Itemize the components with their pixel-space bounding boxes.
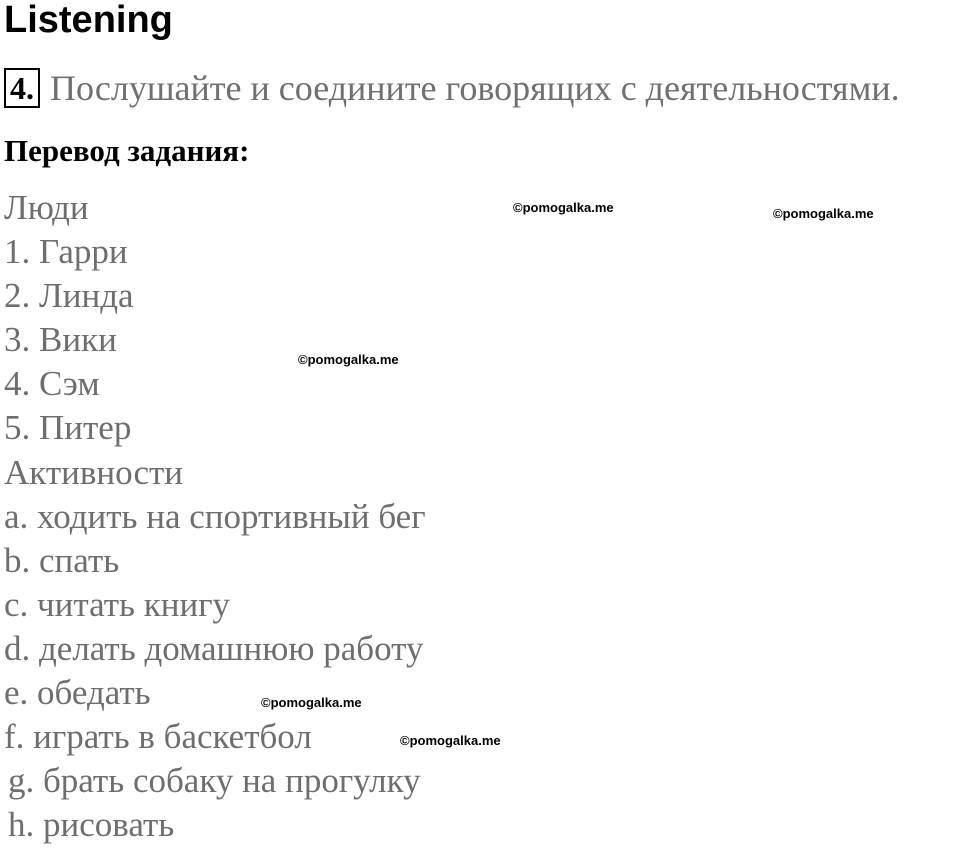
list-item: e. обедать <box>4 673 151 713</box>
list-item: 3. Вики <box>4 320 117 360</box>
list-item: 5. Питер <box>4 408 132 448</box>
list-item: c. читать книгу <box>4 584 231 624</box>
watermark: ©pomogalka.me <box>261 695 362 710</box>
list-item: 2. Линда <box>4 276 134 316</box>
list-item: 4. Сэм <box>4 364 100 404</box>
list-item: g. брать собаку на прогулку <box>8 761 421 801</box>
list-item: f. играть в баскетбол <box>4 717 312 757</box>
watermark: ©pomogalka.me <box>513 200 614 215</box>
watermark: ©pomogalka.me <box>298 352 399 367</box>
watermark: ©pomogalka.me <box>773 206 874 221</box>
translation-list <box>4 186 426 847</box>
list-item: d. делать домашнюю работу <box>4 628 424 668</box>
task-number-box: 4. <box>4 68 40 108</box>
list-item: h. рисовать <box>8 805 175 845</box>
task-row <box>4 66 900 110</box>
list-item: 1. Гарри <box>4 232 128 272</box>
task-instruction: Послушайте и соедините говорящих с деятельностями. <box>50 68 900 108</box>
watermark: ©pomogalka.me <box>400 733 501 748</box>
group-heading-people: Люди <box>4 188 89 227</box>
list-item: a. ходить на спортивный бег <box>4 496 426 536</box>
list-item: b. спать <box>4 540 120 580</box>
section-heading: Listening <box>4 0 173 41</box>
group-heading-activities: Активности <box>4 452 184 492</box>
translation-title: Перевод задания: <box>4 133 250 168</box>
